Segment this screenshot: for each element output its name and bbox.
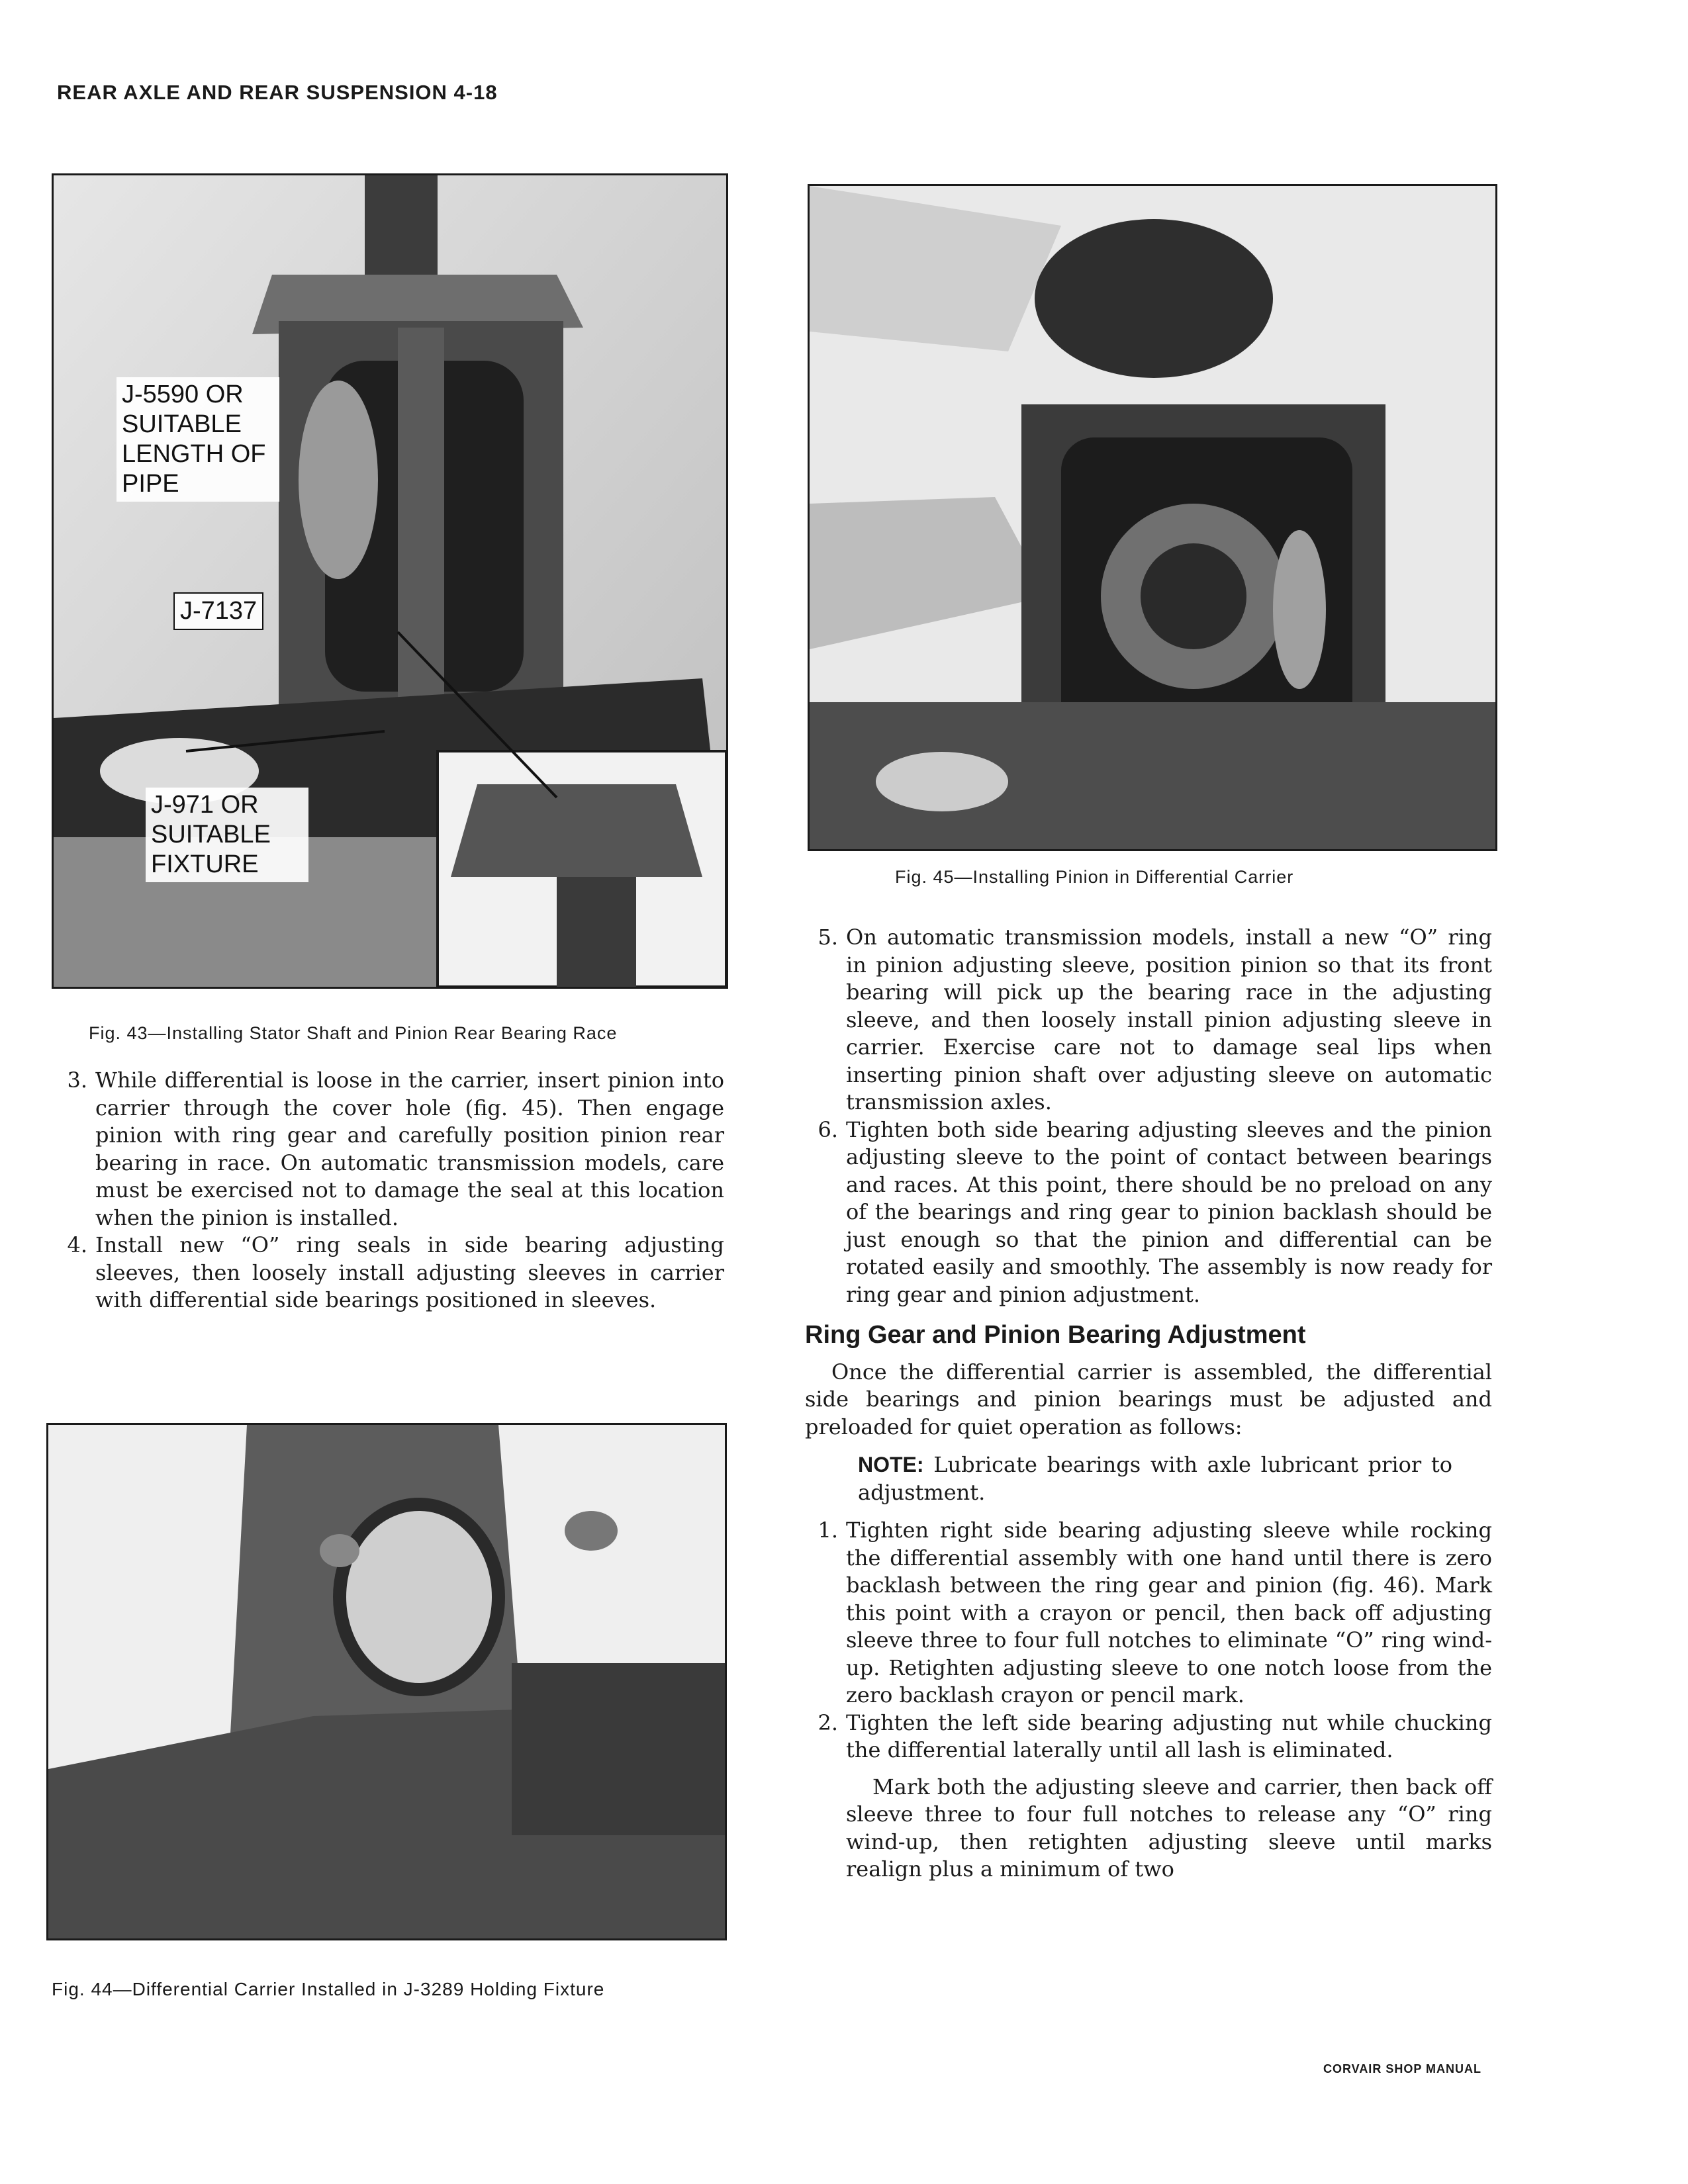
list-item: 5. On automatic transmission models, install a new “O” ring in pinion adjusting sleeve, position pinion so that its front bearing will pick up the bearing race in the adjusting sleeve, and then loosely install pinion adjusting sleeve in carrier. Exercise care not to damage seal lips when inserting pinion shaft over adjusting sleeve on automatic transmission axles. [818, 925, 1492, 1115]
figure-44-caption: Fig. 44—Differential Carrier Installed in J-3289 Holding Fixture [52, 1979, 605, 1999]
note-text: Lubricate bearings with axle lubricant prior to adjustment. [858, 1452, 1452, 1505]
figure-45-caption: Fig. 45—Installing Pinion in Differential Carrier [895, 867, 1294, 887]
list-item: 4. Install new “O” ring seals in side bearing adjusting sleeves, then loosely install adjusting sleeves in carrier with differential side bearings positioned in sleeves. [67, 1232, 724, 1312]
right-column-text [805, 924, 1492, 1884]
page-header: REAR AXLE AND REAR SUSPENSION 4-18 [57, 81, 498, 104]
left-column-text [54, 1067, 724, 1314]
continuation-paragraph: Mark both the adjusting sleeve and carrier, then back off sleeve three to four full notches to release any “O” ring wind-up, then retighten adjusting sleeve until marks realign plus a minimum of two [846, 1774, 1492, 1882]
callout-j7137: J-7137 [173, 592, 263, 630]
section-heading: Ring Gear and Pinion Bearing Adjustment [805, 1321, 1306, 1349]
figure-45-photo [808, 184, 1497, 851]
callout-fixture: J-971 OR SUITABLE FIXTURE [146, 788, 308, 882]
figure-44-photo [46, 1423, 727, 1940]
figure-43-caption: Fig. 43—Installing Stator Shaft and Pinion Rear Bearing Race [89, 1023, 618, 1043]
note-label: NOTE: [858, 1453, 924, 1477]
list-item: 2. Tighten the left side bearing adjusting nut while chucking the differential laterally until all lash is eliminated. [818, 1709, 1492, 1762]
list-item: 3. While differential is loose in the carrier, insert pinion into carrier through the cover hole (fig. 45). Then engage pinion with ring gear and carefully position pinion rear bearing in race. On automatic transmission models, care must be exercised not to damage the seal at this location when the pinion is installed. [67, 1068, 724, 1230]
note [858, 1451, 1452, 1506]
intro-paragraph: Once the differential carrier is assembled, the differential side bearings and pinion bearings must be adjusted and preloaded for quiet operation as follows: [805, 1359, 1492, 1439]
list-item: 6. Tighten both side bearing adjusting sleeves and the pinion adjusting sleeve to the point of contact between bearings and races. At this point, there should be no preload on any of the bearings and ring gear to pinion backlash should be just enough so that the pinion and differential can be rotated easily and smoothly. The assembly is now ready for ring gear and pinion adjustment. [818, 1116, 1492, 1307]
list-item: 1. Tighten right side bearing adjusting sleeve while rocking the differential assembly with one hand until there is zero backlash between the ring gear and pinion (fig. 46). Mark this point with a crayon or pencil, then back off adjusting sleeve three to four full notches to eliminate “O” ring wind-up. Retighten adjusting sleeve to one notch loose from the zero backlash crayon or pencil mark. [818, 1518, 1492, 1707]
pinion-install-photo-illustration [810, 186, 1495, 849]
page-footer: CORVAIR SHOP MANUAL [1323, 2062, 1481, 2075]
differential-carrier-photo-illustration [48, 1425, 725, 1938]
callout-pipe: J-5590 OR SUITABLE LENGTH OF PIPE [117, 377, 279, 502]
